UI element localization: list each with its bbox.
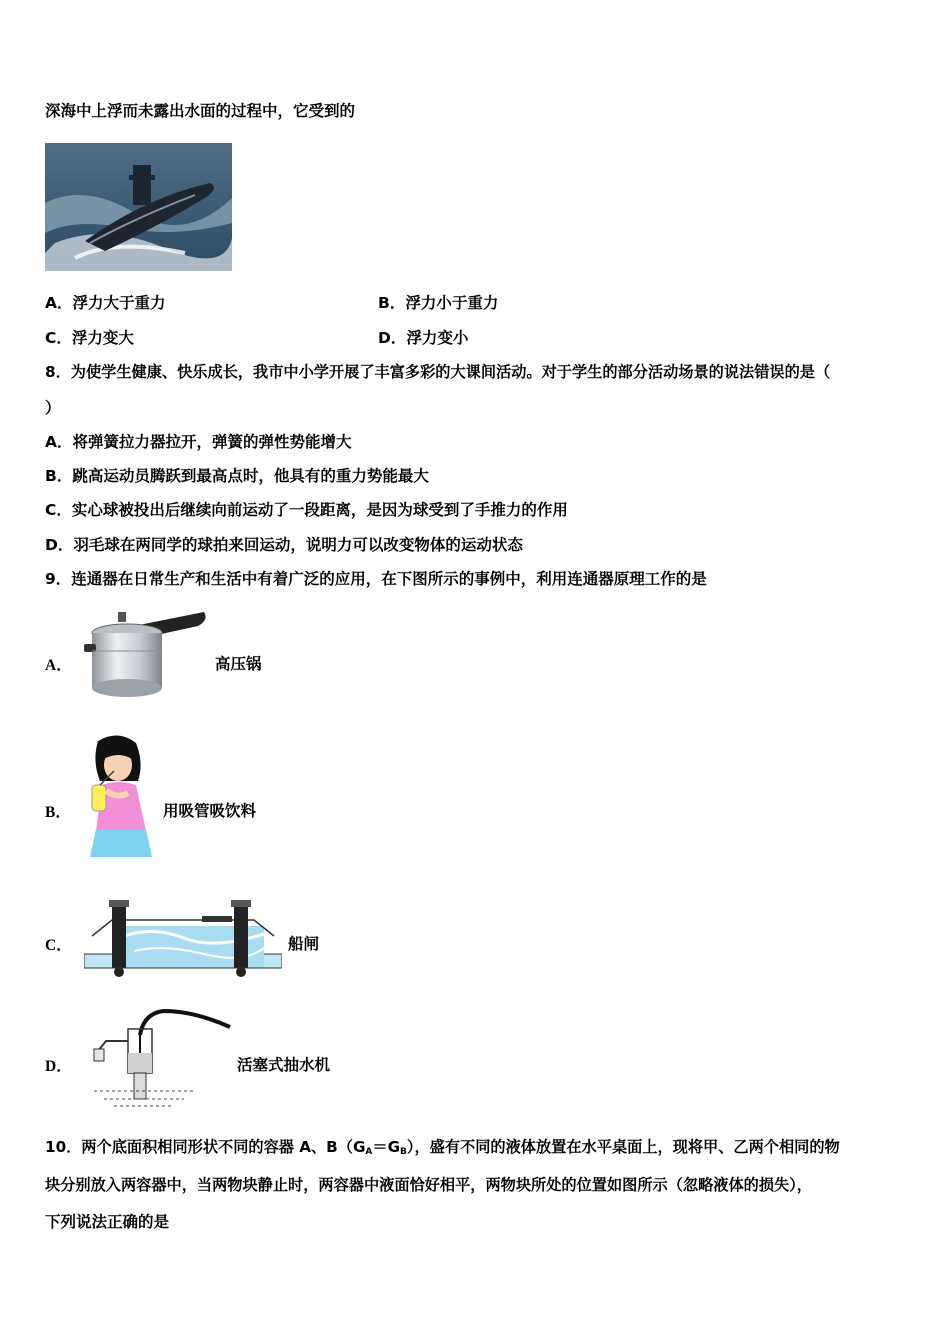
question-8-stem-cont: ）	[45, 399, 61, 417]
q8-option-d: D．羽毛球在两同学的球拍来回运动，说明力可以改变物体的运动状态	[45, 536, 523, 554]
option-c: C．浮力变大	[45, 329, 134, 347]
question-9-stem: 9．连通器在日常生产和生活中有着广泛的应用，在下图所示的事例中，利用连通器原理工作的是	[45, 570, 707, 588]
question-8-stem: 8．为使学生健康、快乐成长，我市中小学开展了丰富多彩的大课间活动。对于学生的部分活动场景的说法错误的是（	[45, 363, 831, 381]
option-d: D．浮力变小	[378, 329, 469, 347]
q9-option-b-label: B．	[45, 804, 71, 821]
question-10-stem-line2: 块分别放入两容器中，当两物块静止时，两容器中液面恰好相平，两物块所处的位置如图所示（忽略液体的损失），	[45, 1176, 812, 1194]
question-10-stem-line3: 下列说法正确的是	[45, 1213, 170, 1231]
q8-option-a: A．将弹簧拉力器拉开，弹簧的弹性势能增大	[45, 433, 352, 451]
option-b: B．浮力小于重力	[378, 294, 499, 312]
question-10-stem: 10．两个底面积相同形状不同的容器 A、$B(G_A=G_B)$，盛有不同的液体放置在水平桌面上，现将甲、乙两个相同的物	[45, 1138, 840, 1157]
q9-option-a-caption: 高压锅	[215, 655, 262, 673]
q8-option-b: B．跳高运动员腾跃到最高点时，他具有的重力势能最大	[45, 467, 429, 485]
q9-option-d-label: D．	[45, 1058, 72, 1075]
pressure-cooker-image	[82, 606, 210, 701]
submarine-image	[45, 143, 232, 271]
q9-option-c-label: C．	[45, 937, 72, 954]
girl-drinking-image	[84, 733, 156, 858]
ship-lock-image	[84, 896, 282, 980]
q9-option-d-caption: 活塞式抽水机	[237, 1056, 331, 1074]
question-7-stem: 深海中上浮而未露出水面的过程中，它受到的	[45, 102, 356, 120]
option-a: A．浮力大于重力	[45, 294, 166, 312]
q9-option-b-caption: 用吸管吸饮料	[163, 802, 257, 820]
q9-option-a-label: A．	[45, 657, 72, 674]
piston-pump-image	[84, 1005, 234, 1110]
q8-option-c: C．实心球被投出后继续向前运动了一段距离，是因为球受到了手推力的作用	[45, 501, 568, 519]
q9-option-c-caption: 船闸	[288, 935, 320, 953]
